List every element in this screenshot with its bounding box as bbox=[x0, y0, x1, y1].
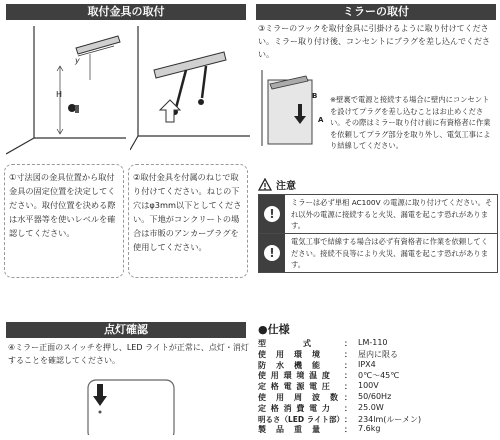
step4-text: ④ミラー正面のスイッチを押し、LED ライトが正常に、点灯・消灯することを確認してください。 bbox=[8, 343, 249, 365]
label-b: B bbox=[312, 92, 318, 100]
step1-text: ①寸法図の金具位置から取付金具の固定位置を決定してください。取付位置を決める際は水平器等を使いレベルを確認してください。 bbox=[9, 172, 116, 238]
outlet-icon bbox=[68, 104, 76, 112]
wall-connection-note: ※壁裏で電源と接続する場合に壁内にコンセントを設けてプラグを差し込むことはお止めください。その際はミラー取り付け前に有資格者に作業を依頼してプラグ部分を取り外し、電気工事により結線してください。 bbox=[330, 95, 491, 150]
spec-label: 型 式 bbox=[258, 339, 312, 348]
section-title-bracket: 取付金具の取付 bbox=[6, 4, 246, 20]
step3-text: ③ミラーのフックを取付金具に引掛けるように取り付けてください。ミラー取り付け後、コンセントにプラグを差し込んでください。 bbox=[258, 24, 490, 59]
bracket-shape bbox=[76, 36, 120, 54]
spec-colon: ： bbox=[344, 393, 352, 402]
mirror-panel bbox=[268, 80, 312, 144]
spec-value: 100V bbox=[358, 381, 379, 391]
caution-title: 注意 bbox=[276, 181, 296, 192]
spec-value: 25.0W bbox=[358, 402, 384, 412]
diagram-mirror-switch bbox=[86, 378, 178, 435]
warning-icon-cell bbox=[259, 195, 285, 233]
spec-colon: ： bbox=[344, 371, 352, 381]
spec-value: LM-110 bbox=[358, 338, 388, 347]
spec-label: 使 用 環 境 bbox=[258, 349, 321, 359]
warning-triangle-icon bbox=[258, 178, 272, 191]
spec-value: 234lm(ルーメン) bbox=[358, 414, 422, 424]
section-title-mirror: ミラーの取付 bbox=[256, 4, 496, 20]
screwdriver-2 bbox=[198, 66, 206, 105]
outlet-plate bbox=[75, 105, 79, 113]
diagram-bracket-screw bbox=[130, 26, 250, 156]
section-title-lighting: 点灯確認 bbox=[6, 322, 246, 338]
spec-colon: ： bbox=[344, 414, 352, 424]
spec-value: 屋内に限る bbox=[358, 349, 398, 359]
spec-label: 製 品 重 量 bbox=[258, 425, 321, 435]
bracket-shape bbox=[154, 52, 226, 78]
label-a: A bbox=[318, 116, 324, 124]
warning-text-2: 電気工事で結線する場合は必ず有資格者に作業を依頼してください。接続不良等により火災、漏電を起こす恐れがあります。 bbox=[291, 237, 489, 269]
diagram-mirror-hang bbox=[258, 70, 322, 150]
spec-label: 明るさ（LED ライト部） bbox=[258, 414, 345, 424]
spec-value: 0℃〜45℃ bbox=[358, 371, 400, 381]
warning-row-2 bbox=[258, 233, 498, 273]
spec-label: 定 格 電 源 電 圧 bbox=[258, 382, 331, 392]
spec-label: 定 格 消 費 電 力 bbox=[258, 403, 331, 413]
spec-value: 50/60Hz bbox=[358, 392, 392, 401]
warning-text-1: ミラーは必ず単相 AC100V の電源に取り付けてください。それ以外の電源に接続すると火災、漏電を起こす恐れがあります。 bbox=[291, 198, 493, 230]
spec-value: 7.6kg bbox=[358, 424, 381, 434]
spec-colon: ： bbox=[344, 349, 352, 359]
step2-text: ②取付金具を付属のねじで取り付けてください。ねじの下穴はφ3mm以下としてください。下地がコンクリートの場合は市販のアンカープラグを使用してください。 bbox=[133, 172, 242, 252]
spec-title: ●仕様 bbox=[258, 323, 290, 336]
exclamation-icon: ! bbox=[264, 206, 280, 222]
spec-label: 防 水 機 能 bbox=[258, 360, 321, 370]
switch-icon bbox=[99, 411, 102, 414]
spec-colon: ： bbox=[344, 403, 352, 413]
spec-colon: ： bbox=[344, 360, 352, 370]
warning-row-1 bbox=[258, 194, 498, 234]
warning-icon-cell bbox=[259, 234, 285, 272]
spec-colon: ： bbox=[344, 425, 352, 435]
diagram-bracket-position bbox=[6, 26, 126, 156]
spec-label: 使 用 環 境 温 度 bbox=[258, 371, 331, 381]
spec-colon: ： bbox=[344, 382, 352, 392]
exclamation-icon: ! bbox=[264, 245, 280, 261]
spec-label: 使 用 周 波 数 bbox=[258, 393, 339, 402]
floor-line-left bbox=[130, 136, 138, 150]
floor-line bbox=[6, 138, 34, 154]
spec-value: IPX4 bbox=[358, 359, 376, 369]
label-h: H bbox=[56, 90, 63, 99]
spec-row-weight bbox=[258, 424, 498, 440]
label-y: y bbox=[75, 56, 80, 65]
spec-colon: ： bbox=[344, 339, 352, 348]
